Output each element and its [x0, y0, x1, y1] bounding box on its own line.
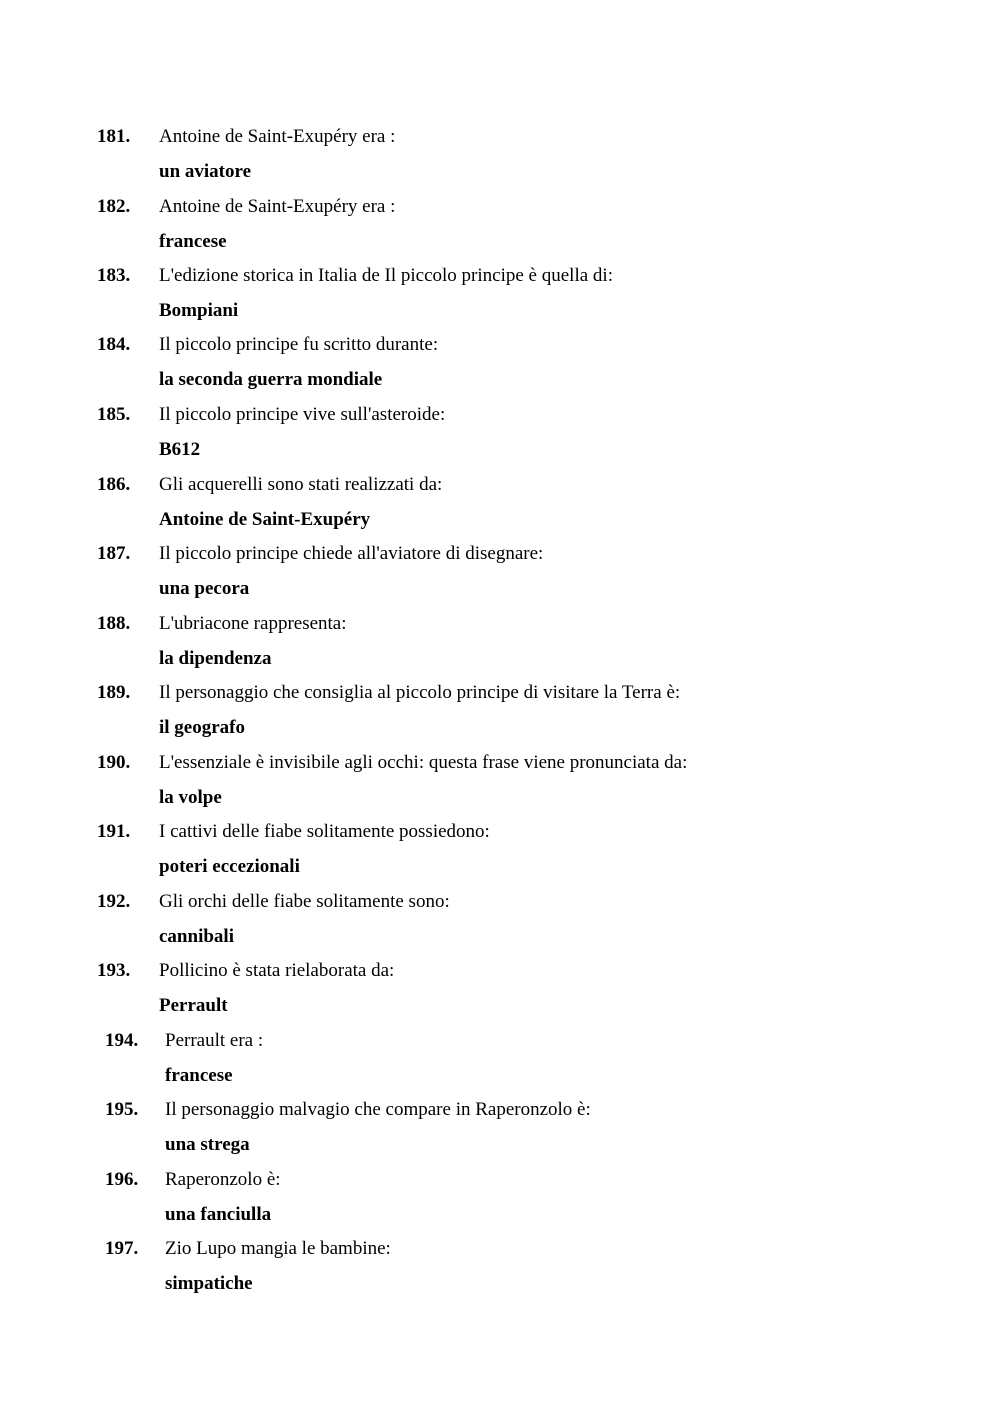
item-question: Raperonzolo è:	[165, 1169, 281, 1190]
item-question: Il piccolo principe chiede all'aviatore di disegnare:	[159, 543, 544, 564]
item-number: 194.	[105, 1030, 139, 1051]
item-answer: cannibali	[159, 926, 234, 947]
item-question: L'edizione storica in Italia de Il piccolo principe è quella di:	[159, 265, 613, 286]
item-number: 197.	[105, 1238, 139, 1259]
item-question: Il personaggio che consiglia al piccolo principe di visitare la Terra è:	[159, 682, 681, 703]
item-question: I cattivi delle fiabe solitamente possiedono:	[159, 821, 490, 842]
item-number: 189.	[97, 682, 131, 703]
item-number: 188.	[97, 613, 131, 634]
item-number: 193.	[97, 960, 131, 981]
item-answer: francese	[165, 1065, 233, 1086]
item-answer: B612	[159, 439, 201, 460]
item-number: 184.	[97, 334, 131, 355]
item-question: Antoine de Saint-Exupéry era :	[159, 196, 396, 217]
item-answer: una fanciulla	[165, 1204, 272, 1225]
item-answer: la dipendenza	[159, 648, 272, 669]
item-answer: la seconda guerra mondiale	[159, 369, 383, 390]
item-number: 195.	[105, 1099, 139, 1120]
item-answer: Antoine de Saint-Exupéry	[159, 509, 371, 530]
item-question: L'essenziale è invisibile agli occhi: questa frase viene pronunciata da:	[159, 752, 688, 773]
item-number: 185.	[97, 404, 131, 425]
item-number: 183.	[97, 265, 131, 286]
item-number: 182.	[97, 196, 131, 217]
item-question: Zio Lupo mangia le bambine:	[165, 1238, 391, 1259]
item-question: Il piccolo principe fu scritto durante:	[159, 334, 439, 355]
item-number: 192.	[97, 891, 131, 912]
item-answer: una strega	[165, 1134, 250, 1155]
item-number: 190.	[97, 752, 131, 773]
item-question: L'ubriacone rappresenta:	[159, 613, 347, 634]
item-number: 186.	[97, 474, 131, 495]
item-answer: Perrault	[159, 995, 228, 1016]
item-question: Il personaggio malvagio che compare in Raperonzolo è:	[165, 1099, 591, 1120]
item-question: Gli orchi delle fiabe solitamente sono:	[159, 891, 450, 912]
item-number: 191.	[97, 821, 131, 842]
item-answer: il geografo	[159, 717, 246, 738]
item-number: 196.	[105, 1169, 139, 1190]
item-answer: poteri eccezionali	[159, 856, 300, 877]
item-answer: la volpe	[159, 787, 222, 808]
item-number: 181.	[97, 126, 131, 147]
item-question: Antoine de Saint-Exupéry era :	[159, 126, 396, 147]
item-answer: un aviatore	[159, 161, 252, 182]
item-answer: simpatiche	[165, 1273, 253, 1294]
item-question: Il piccolo principe vive sull'asteroide:	[159, 404, 446, 425]
item-question: Gli acquerelli sono stati realizzati da:	[159, 474, 443, 495]
item-number: 187.	[97, 543, 131, 564]
item-answer: Bompiani	[159, 300, 239, 321]
item-answer: francese	[159, 231, 227, 252]
item-question: Perrault era :	[165, 1030, 264, 1051]
item-answer: una pecora	[159, 578, 250, 599]
item-question: Pollicino è stata rielaborata da:	[159, 960, 395, 981]
